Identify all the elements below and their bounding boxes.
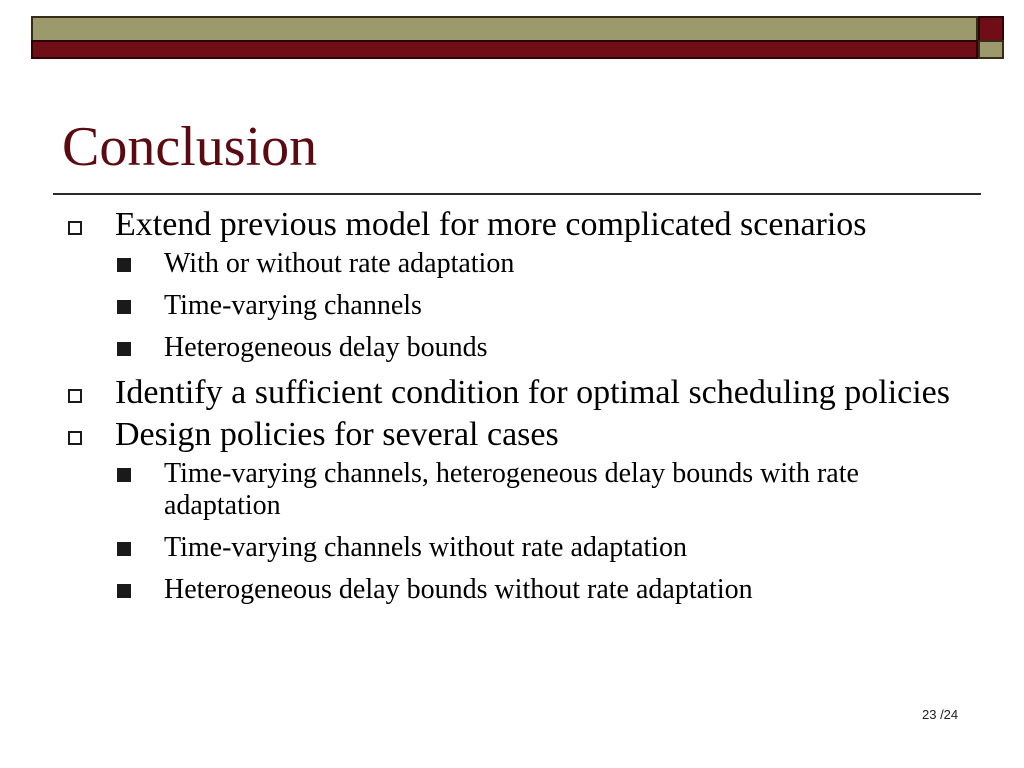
bullet-list [0,206,1024,616]
bullet-text: Design policies for several cases [115,416,559,453]
sub-bullet-item [0,248,1024,280]
filled-square-icon [117,342,131,356]
sub-bullet-item [0,458,1024,522]
hollow-square-icon [68,221,82,235]
header-bar-olive [31,16,978,42]
sub-bullet-item [0,332,1024,364]
filled-square-icon [117,300,131,314]
hollow-square-icon [68,431,82,445]
bullet-item [0,374,1024,412]
slide-title: Conclusion [62,116,318,178]
header-square-olive [978,40,1004,59]
sub-bullet-text: Heterogeneous delay bounds [164,332,488,363]
header-square-maroon [978,16,1004,42]
sub-bullet-item [0,532,1024,564]
sub-bullet-text: Time-varying channels [164,290,422,321]
bullet-text: Extend previous model for more complicated scenarios [115,206,867,243]
sub-bullet-text: Heterogeneous delay bounds without rate adaptation [164,574,753,605]
bullet-text: Identify a sufficient condition for optimal scheduling policies [115,374,951,411]
filled-square-icon [117,468,131,482]
sub-bullet-text: Time-varying channels without rate adaptation [164,532,688,563]
sub-bullet-text: Time-varying channels, heterogeneous delay bounds with rate adaptation [164,458,859,521]
bullet-item [0,416,1024,454]
bullet-item [0,206,1024,244]
title-divider [53,193,981,195]
filled-square-icon [117,542,131,556]
page-number: 23 /24 [922,707,959,722]
filled-square-icon [117,584,131,598]
sub-bullet-item [0,290,1024,322]
sub-bullet-item [0,574,1024,606]
hollow-square-icon [68,389,82,403]
header-bar-maroon [31,40,978,59]
filled-square-icon [117,258,131,272]
sub-bullet-text: With or without rate adaptation [164,248,515,279]
